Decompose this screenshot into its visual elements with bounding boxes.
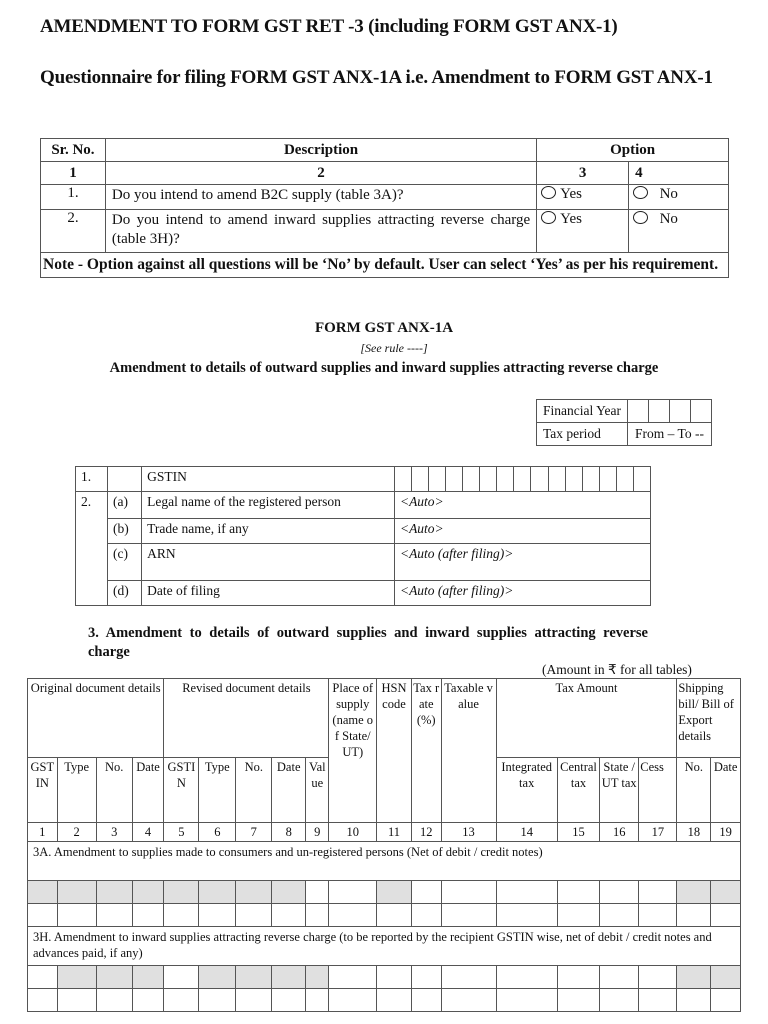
radio-yes-icon[interactable] — [541, 186, 556, 199]
header-original-date: Date — [132, 758, 164, 823]
option-yes[interactable] — [537, 185, 629, 210]
cell-input[interactable] — [496, 966, 557, 989]
sub-item: (c) — [108, 544, 142, 581]
cell-disabled — [677, 881, 711, 904]
column-number: 8 — [272, 823, 306, 842]
cell-input[interactable] — [441, 904, 496, 927]
cell-disabled — [164, 881, 199, 904]
question-text: Do you intend to amend B2C supply (table 3A)? — [105, 185, 536, 210]
header-revised-value: Value — [306, 758, 329, 823]
col-description: Description — [105, 139, 536, 162]
header-original-gstin: GSTIN — [28, 758, 58, 823]
col-option: Option — [537, 139, 729, 162]
header-shipping-no: No. — [677, 758, 711, 823]
cell-input[interactable] — [236, 989, 272, 1012]
column-number: 17 — [639, 823, 677, 842]
header-original-no: No. — [96, 758, 132, 823]
header-original-document: Original document details — [28, 679, 164, 758]
legal-name-value: <Auto> — [399, 494, 444, 509]
gstin-box[interactable] — [446, 467, 463, 492]
header-original-type: Type — [57, 758, 96, 823]
header-revised-no: No. — [236, 758, 272, 823]
question-text: Do you intend to amend inward supplies attracting reverse charge (table 3H)? — [105, 210, 536, 253]
cell-input[interactable] — [411, 881, 441, 904]
cell-input[interactable] — [199, 904, 236, 927]
gstin-box[interactable] — [633, 467, 650, 492]
col-number: 3 — [537, 162, 629, 185]
cell-input[interactable] — [272, 989, 306, 1012]
financial-year-box[interactable] — [649, 400, 670, 423]
form-rule: [See rule ----] — [360, 341, 428, 355]
gstin-box[interactable] — [394, 467, 411, 492]
cell-disabled — [132, 966, 164, 989]
cell-input[interactable] — [306, 881, 329, 904]
gstin-box[interactable] — [599, 467, 616, 492]
cell-input[interactable] — [496, 881, 557, 904]
option-no[interactable] — [629, 185, 729, 210]
sub-item: (d) — [108, 581, 142, 606]
gstin-box[interactable] — [497, 467, 514, 492]
page-title: AMENDMENT TO FORM GST RET -3 (including FORM GST ANX-1) — [40, 16, 618, 37]
header-integrated-tax: Integrated tax — [496, 758, 557, 823]
trade-name-value: <Auto> — [399, 521, 444, 536]
amendment-table — [27, 678, 741, 1012]
header-revised-date: Date — [272, 758, 306, 823]
cell-disabled — [236, 881, 272, 904]
header-shipping-bill: Shipping bill/ Bill of Export details — [677, 679, 741, 758]
cell-input[interactable] — [557, 989, 599, 1012]
date-of-filing-label: Date of filing — [142, 581, 395, 606]
cell-input[interactable] — [557, 881, 599, 904]
col-sr-no: Sr. No. — [41, 139, 106, 162]
header-taxable-value: Taxable value — [441, 679, 496, 823]
gstin-box[interactable] — [412, 467, 429, 492]
cell-input[interactable] — [557, 904, 599, 927]
financial-year-box[interactable] — [628, 400, 649, 423]
cell-input[interactable] — [329, 989, 377, 1012]
cell-input[interactable] — [377, 904, 412, 927]
gstin-box[interactable] — [616, 467, 633, 492]
option-yes[interactable] — [537, 210, 629, 253]
cell-input[interactable] — [600, 904, 639, 927]
cell-input[interactable] — [329, 881, 377, 904]
table-3a-row — [28, 904, 741, 927]
question-number: 1. — [41, 185, 106, 210]
cell-input[interactable] — [639, 989, 677, 1012]
cell-disabled — [306, 966, 329, 989]
cell-input[interactable] — [441, 881, 496, 904]
gstin-box[interactable] — [429, 467, 446, 492]
cell-input[interactable] — [96, 989, 132, 1012]
cell-input[interactable] — [677, 904, 711, 927]
cell-input[interactable] — [132, 989, 164, 1012]
column-number: 10 — [329, 823, 377, 842]
option-no[interactable] — [629, 210, 729, 253]
cell-disabled — [132, 881, 164, 904]
gstin-box[interactable] — [531, 467, 548, 492]
cell-disabled — [57, 966, 96, 989]
radio-yes-icon[interactable] — [541, 211, 556, 224]
header-revised-type: Type — [199, 758, 236, 823]
cell-disabled — [57, 881, 96, 904]
column-number: 18 — [677, 823, 711, 842]
header-revised-document: Revised document details — [164, 679, 329, 758]
col-number: 2 — [105, 162, 536, 185]
cell-input[interactable] — [441, 989, 496, 1012]
cell-input[interactable] — [677, 989, 711, 1012]
gstin-box[interactable] — [582, 467, 599, 492]
cell-input[interactable] — [377, 989, 412, 1012]
gstin-box[interactable] — [548, 467, 565, 492]
trade-name-label: Trade name, if any — [142, 519, 395, 544]
form-description: Amendment to details of outward supplies and inward supplies attracting reverse charge — [109, 360, 659, 376]
column-number: 15 — [557, 823, 599, 842]
col-number: 1 — [41, 162, 106, 185]
cell-input[interactable] — [496, 989, 557, 1012]
period-table — [536, 399, 712, 446]
column-number: 16 — [600, 823, 639, 842]
amount-note: (Amount in ₹ for all tables) — [542, 662, 692, 677]
cell-input[interactable] — [28, 966, 58, 989]
cell-input[interactable] — [57, 904, 96, 927]
cell-input[interactable] — [557, 966, 599, 989]
table-3a-row — [28, 881, 741, 904]
questionnaire-note: Note - Option against all questions will be ‘No’ by default. User can select ‘Yes’ as per his requirement. — [41, 253, 729, 278]
gstin-box[interactable] — [463, 467, 480, 492]
cell-input[interactable] — [639, 881, 677, 904]
header-hsn-code: HSN code — [377, 679, 412, 823]
cell-input[interactable] — [28, 989, 58, 1012]
legal-name-label: Legal name of the registered person — [142, 492, 395, 519]
financial-year-box[interactable] — [691, 400, 712, 423]
cell-input[interactable] — [600, 881, 639, 904]
cell-disabled — [28, 881, 58, 904]
column-number: 5 — [164, 823, 199, 842]
table-3h-row — [28, 989, 741, 1012]
date-of-filing-value: <Auto (after filing)> — [399, 583, 514, 598]
cell-disabled — [377, 881, 412, 904]
gstin-box[interactable] — [480, 467, 497, 492]
financial-year-box[interactable] — [670, 400, 691, 423]
column-number: 1 — [28, 823, 58, 842]
column-number: 2 — [57, 823, 96, 842]
cell-input[interactable] — [236, 904, 272, 927]
taxpayer-details-table — [75, 466, 651, 606]
column-number: 4 — [132, 823, 164, 842]
cell-disabled — [272, 881, 306, 904]
cell-disabled — [711, 966, 741, 989]
column-number: 14 — [496, 823, 557, 842]
cell-input[interactable] — [329, 966, 377, 989]
arn-label: ARN — [142, 544, 395, 581]
radio-no-icon[interactable] — [633, 211, 648, 224]
sub-item: (b) — [108, 519, 142, 544]
column-number: 3 — [96, 823, 132, 842]
cell-input[interactable] — [96, 904, 132, 927]
option-no-label: No — [659, 186, 678, 202]
option-no-label: No — [659, 211, 678, 227]
cell-input[interactable] — [164, 904, 199, 927]
option-yes-label: Yes — [560, 186, 582, 202]
column-number: 6 — [199, 823, 236, 842]
header-tax-rate: Tax rate (%) — [411, 679, 441, 823]
cell-input[interactable] — [711, 904, 741, 927]
section-3-title: 3. Amendment to details of outward supplies and inward supplies attracting reverse charge — [88, 625, 648, 660]
question-row — [41, 185, 729, 210]
cell-input[interactable] — [411, 904, 441, 927]
cell-input[interactable] — [600, 989, 639, 1012]
cell-input[interactable] — [57, 989, 96, 1012]
cell-input[interactable] — [411, 989, 441, 1012]
cell-input[interactable] — [711, 989, 741, 1012]
cell-input[interactable] — [639, 966, 677, 989]
column-number: 7 — [236, 823, 272, 842]
cell-disabled — [199, 966, 236, 989]
form-name: FORM GST ANX-1A — [314, 320, 454, 336]
cell-input[interactable] — [441, 966, 496, 989]
header-cess: Cess — [639, 758, 677, 823]
column-number: 11 — [377, 823, 412, 842]
column-number: 12 — [411, 823, 441, 842]
arn-value: <Auto (after filing)> — [399, 546, 514, 561]
cell-input[interactable] — [306, 904, 329, 927]
header-tax-amount: Tax Amount — [496, 679, 677, 758]
cell-disabled — [236, 966, 272, 989]
cell-input[interactable] — [600, 966, 639, 989]
cell-input[interactable] — [28, 904, 58, 927]
row-number: 2. — [76, 492, 108, 606]
cell-disabled — [677, 966, 711, 989]
column-number: 19 — [711, 823, 741, 842]
table-3a-heading: 3A. Amendment to supplies made to consumers and un-registered persons (Net of debit / credit notes) — [28, 842, 741, 881]
option-yes-label: Yes — [560, 211, 582, 227]
gstin-box[interactable] — [565, 467, 582, 492]
header-central-tax: Central tax — [557, 758, 599, 823]
question-number: 2. — [41, 210, 106, 253]
questionnaire-table — [40, 138, 729, 278]
gstin-label: GSTIN — [142, 467, 395, 492]
gstin-box[interactable] — [514, 467, 531, 492]
cell-input[interactable] — [272, 904, 306, 927]
cell-disabled — [96, 881, 132, 904]
tax-period-label: Tax period — [537, 423, 628, 446]
radio-no-icon[interactable] — [633, 186, 648, 199]
cell-input[interactable] — [306, 989, 329, 1012]
header-place-of-supply: Place of supply (name of State/ UT) — [329, 679, 377, 823]
cell-input[interactable] — [164, 989, 199, 1012]
header-shipping-date: Date — [711, 758, 741, 823]
cell-input[interactable] — [199, 989, 236, 1012]
cell-input[interactable] — [164, 966, 199, 989]
cell-input[interactable] — [377, 966, 412, 989]
table-3h-row — [28, 966, 741, 989]
header-revised-gstin: GSTIN — [164, 758, 199, 823]
cell-disabled — [96, 966, 132, 989]
column-number: 9 — [306, 823, 329, 842]
col-number: 4 — [629, 162, 729, 185]
sub-item: (a) — [108, 492, 142, 519]
tax-period-value[interactable]: From – To -- — [628, 423, 712, 446]
question-row — [41, 210, 729, 253]
column-number: 13 — [441, 823, 496, 842]
header-state-ut-tax: State / UT tax — [600, 758, 639, 823]
column-number-row — [28, 823, 741, 842]
cell-input[interactable] — [329, 904, 377, 927]
financial-year-label: Financial Year — [537, 400, 628, 423]
table-3h-heading: 3H. Amendment to inward supplies attracting reverse charge (to be reported by the recipient GSTIN wise, net of debit / credit notes and advances paid, if any) — [28, 927, 741, 966]
questionnaire-title: Questionnaire for filing FORM GST ANX-1A i.e. Amendment to FORM GST ANX-1 — [40, 67, 713, 88]
cell-input[interactable] — [496, 904, 557, 927]
cell-input[interactable] — [411, 966, 441, 989]
cell-disabled — [711, 881, 741, 904]
cell-input[interactable] — [639, 904, 677, 927]
cell-disabled — [199, 881, 236, 904]
cell-input[interactable] — [132, 904, 164, 927]
cell-disabled — [272, 966, 306, 989]
row-number: 1. — [76, 467, 108, 492]
